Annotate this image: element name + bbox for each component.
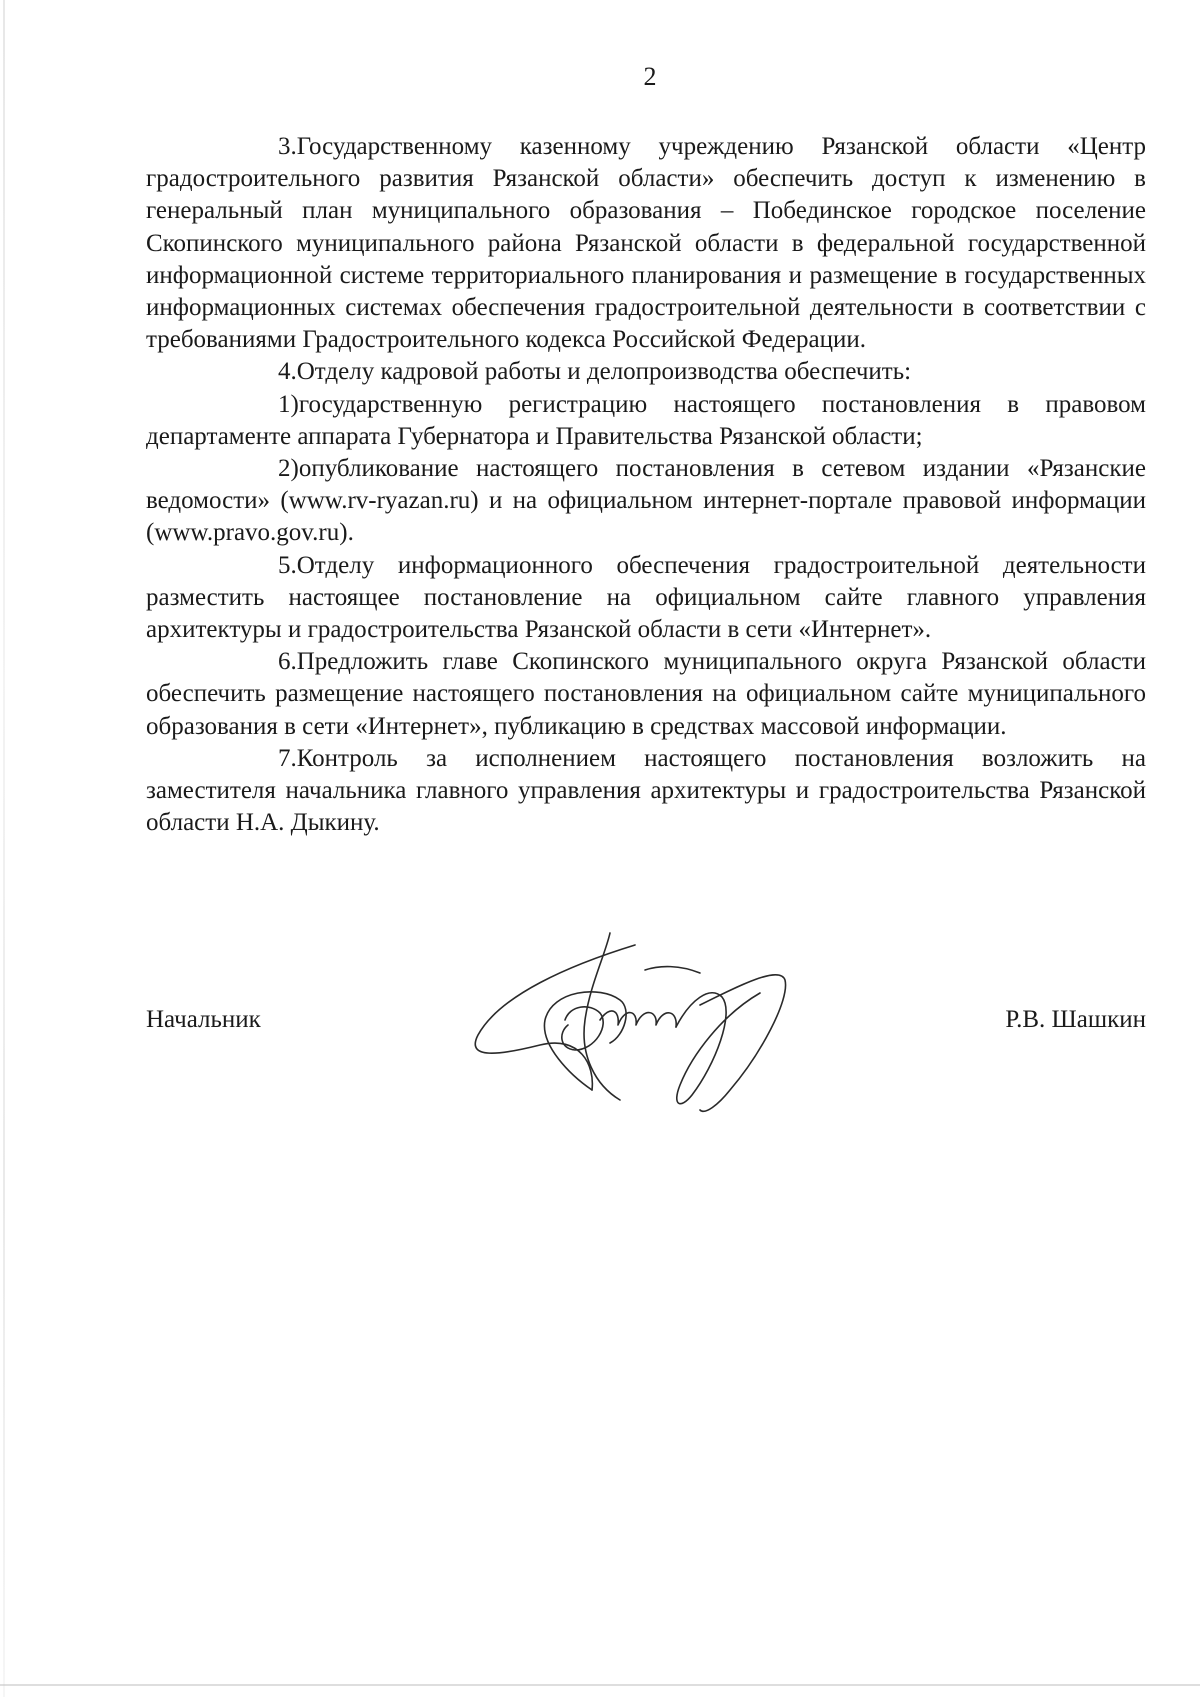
signature-stroke: [475, 945, 635, 1090]
paragraph-text: Отделу информационного обеспечения градостроительной деятельности разместить настоящее постановление на официальном сайте главного управления архитектуры и градостроительства Рязанской области в сети «Интернет».: [146, 551, 1146, 644]
signature-stroke: [700, 975, 786, 1112]
paragraph-text: Отделу кадровой работы и делопроизводства обеспечить:: [296, 358, 912, 386]
scan-edge-bottom: [0, 1684, 1200, 1686]
handwritten-signature: [460, 925, 790, 1130]
page-number: 2: [643, 62, 657, 91]
paragraph-number: 4.: [278, 358, 297, 386]
paragraph-text: государственную регистрацию настоящего постановления в правовом департаменте аппарата Губернатора и Правительства Рязанской области;: [146, 390, 1146, 450]
signatory-name: Р.В. Шашкин: [1005, 1006, 1146, 1033]
paragraph-text: опубликование настоящего постановления в сетевом издании «Рязанские ведомости» (www.rv-ryazan.ru) и на официальном интернет-портале правовой информации (www.pravo.gov.ru).: [146, 455, 1146, 547]
paragraph-3: [146, 131, 1146, 356]
signature-stroke: [562, 1007, 603, 1050]
paragraph-number: 3.: [278, 133, 297, 160]
scan-edge-left: [3, 0, 5, 1697]
document-body: [146, 131, 1146, 839]
paragraph-6: [146, 646, 1146, 743]
signature-stroke: [600, 1011, 676, 1027]
signatory-title: Начальник: [146, 1006, 261, 1033]
paragraph-text: Контроль за исполнением настоящего постановления возложить на заместителя начальника главного управления архитектуры и градостроительства Рязанской области Н.А. Дыкину.: [146, 744, 1146, 837]
subparagraph-2: [146, 453, 1146, 550]
paragraph-7: [146, 743, 1146, 840]
paragraph-5: [146, 550, 1146, 647]
signature-stroke: [676, 993, 760, 1104]
paragraph-number: 7.: [278, 744, 297, 772]
paragraph-text: Предложить главе Скопинского муниципального округа Рязанской области обеспечить размещение настоящего постановления на официальном сайте муниципального образования в сети «Интернет», публикацию в средствах массовой информации.: [146, 648, 1146, 740]
signature-stroke: [645, 967, 700, 973]
paragraph-number: 6.: [278, 648, 297, 676]
paragraph-4: [146, 356, 1146, 388]
subparagraph-1: [146, 389, 1146, 453]
paragraph-number: 2): [278, 455, 299, 483]
paragraph-number: 5.: [278, 551, 297, 579]
paragraph-text: Государственному казенному учреждению Рязанской области «Центр градостроительного развития Рязанской области» обеспечить доступ к изменению в генеральный план муниципального образования – Побединское городское поселение Скопинского муниципального района Рязанской области в федеральной государственной информационной системе территориального планирования и размещение в государственных информационных системах обеспечения градостроительной деятельности в соответствии с требованиями Градостроительного кодекса Российской Федерации.: [146, 133, 1146, 354]
paragraph-number: 1): [278, 390, 299, 418]
